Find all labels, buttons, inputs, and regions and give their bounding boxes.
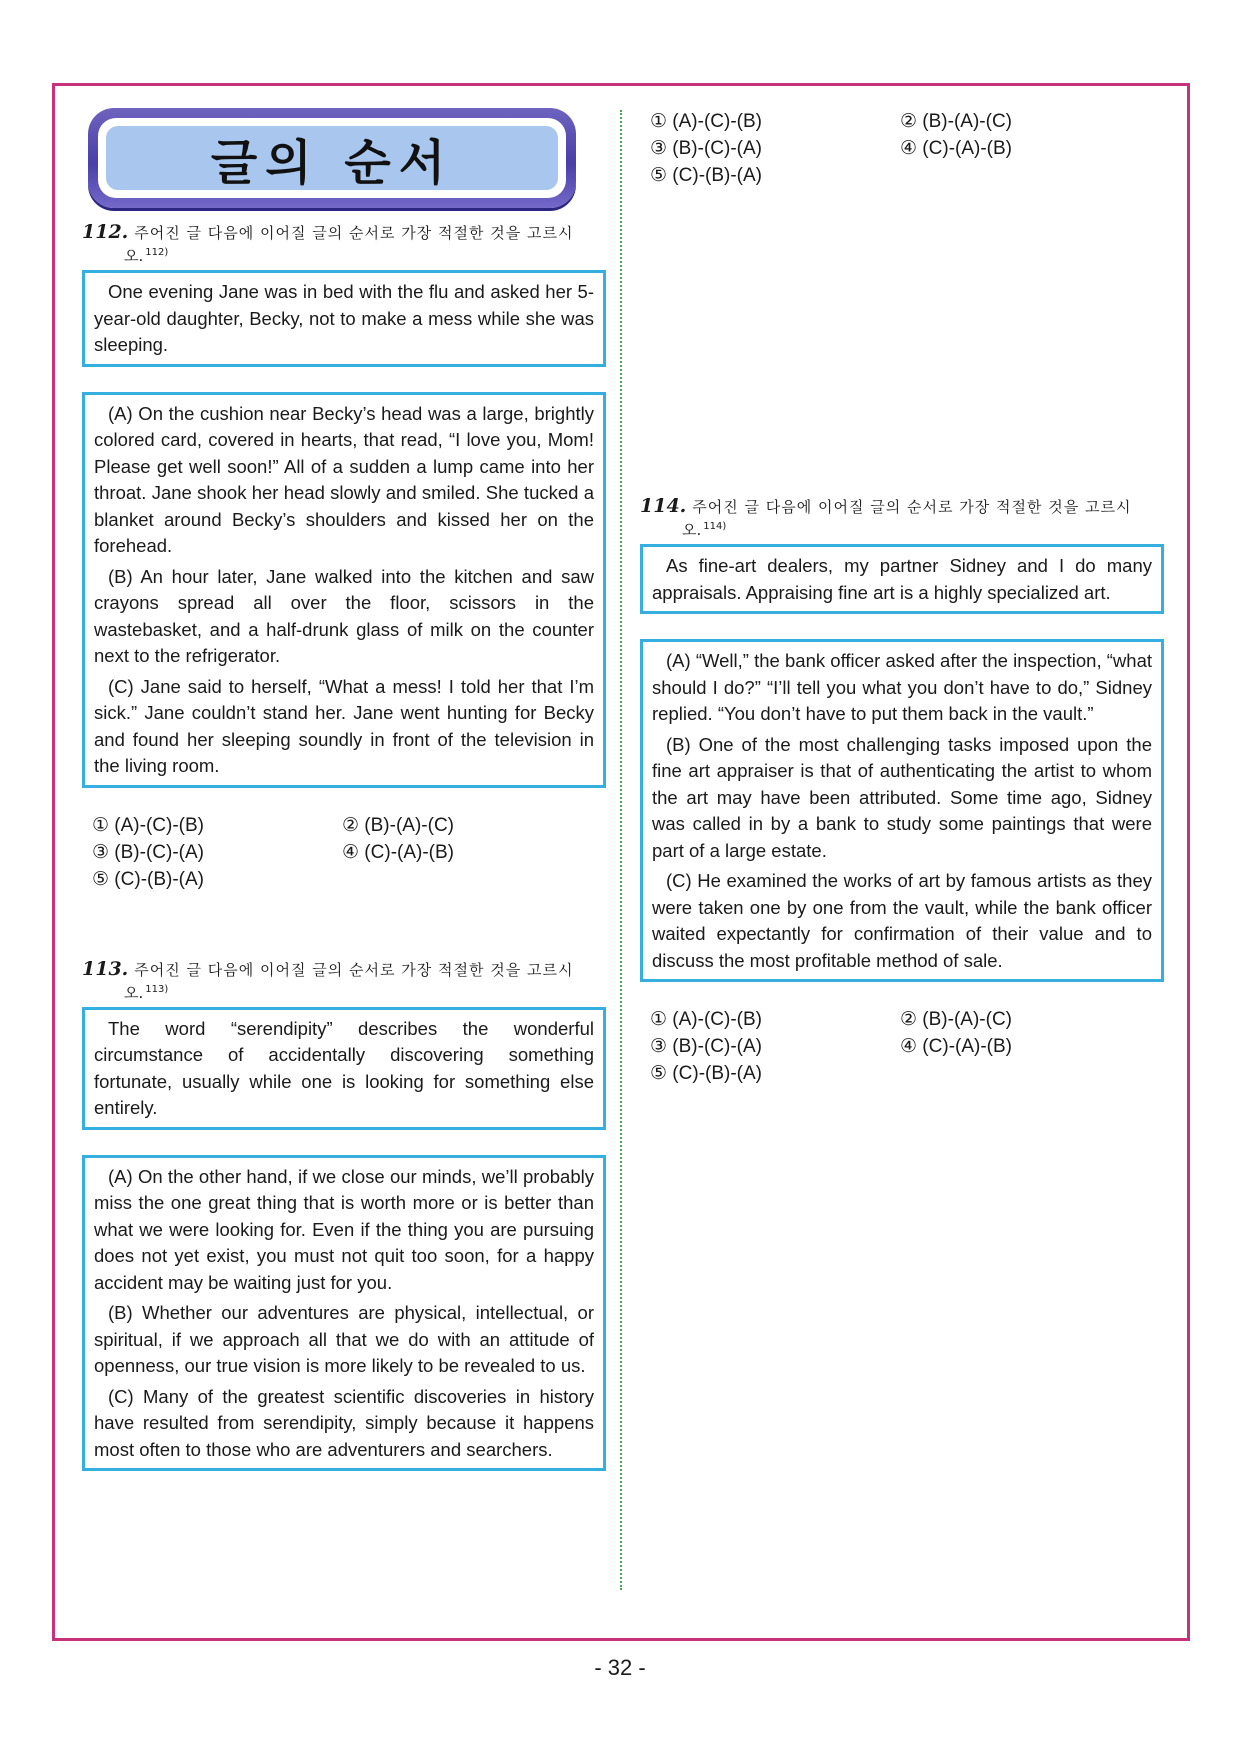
option-5[interactable]: ⑤ (C)-(B)-(A) — [650, 165, 762, 186]
section-title: 글의 순서 — [210, 134, 454, 191]
passage-b: (B) An hour later, Jane walked into the kitchen and saw crayons spread all over the floor, scissors in the wastebasket, and a half-drunk glass of milk on the counter next to the refrigerator. — [94, 565, 594, 666]
footnote-marker: 114) — [703, 521, 727, 532]
question-114-intro-box — [640, 544, 1164, 614]
passage-c: (C) He examined the works of art by famous artists as they were taken one by one from the vault, while the bank officer waited expectantly for confirmation of their value and to discuss the most profitable method of sale. — [652, 870, 1152, 971]
option-4[interactable]: ④ (C)-(A)-(B) — [900, 1036, 1012, 1057]
intro-paragraph: As fine-art dealers, my partner Sidney and I do many appraisals. Appraising fine art is a highly specialized art. — [652, 555, 1152, 603]
question-112-passage-box — [82, 392, 606, 788]
option-1[interactable]: ① (A)-(C)-(B) — [650, 111, 762, 132]
footnote-marker: 112) — [145, 247, 169, 258]
question-113-passage-box — [82, 1155, 606, 1472]
option-2[interactable]: ② (B)-(A)-(C) — [342, 814, 454, 836]
question-112-intro-box — [82, 270, 606, 367]
passage-a: (A) “Well,” the bank officer asked after the inspection, “what should I do?” “I’ll tell you what you don’t have to do,” Sidney replied. “You don’t have to put them back in the vault.” — [652, 650, 1152, 724]
question-instruction: 주어진 글 다음에 이어질 글의 순서로 가장 적절한 것을 고르시 — [134, 224, 574, 242]
footnote-marker: 113) — [145, 983, 169, 995]
passage-a: (A) On the cushion near Becky’s head was a large, brightly colored card, covered in hearts, that read, “I love you, Mom! Please get well soon!” All of a sudden a lump came into her throat. Jane shook her head slowly and smiled. She tucked a blanket around Becky’s shoulders and kissed her on the forehead. — [94, 402, 594, 556]
option-5[interactable]: ⑤ (C)-(B)-(A) — [650, 1063, 762, 1084]
passage-c: (C) Many of the greatest scientific discoveries in history have resulted from serendipity, simply because it happens most often to those who are adventurers and searchers. — [94, 1385, 594, 1460]
question-number: 112. — [82, 221, 129, 243]
question-number: 114. — [640, 495, 687, 517]
question-114-options — [640, 1006, 1164, 1087]
question-instruction: 주어진 글 다음에 이어질 글의 순서로 가장 적절한 것을 고르시 — [692, 498, 1132, 516]
option-4[interactable]: ④ (C)-(A)-(B) — [342, 841, 454, 863]
option-3[interactable]: ③ (B)-(C)-(A) — [650, 1036, 762, 1057]
page-number: - 32 - — [594, 1655, 646, 1680]
question-113-options — [640, 108, 1164, 189]
option-2[interactable]: ② (B)-(A)-(C) — [900, 1009, 1012, 1030]
column-divider — [620, 110, 622, 1590]
option-4[interactable]: ④ (C)-(A)-(B) — [900, 138, 1012, 159]
question-113-header: 113. 주어진 글 다음에 이어질 글의 순서로 가장 적절한 것을 고르시 오. $^{113)}$ — [82, 957, 574, 1002]
intro-paragraph: One evening Jane was in bed with the flu and asked her 5-year-old daughter, Becky, not to make a mess while she was sleeping. — [94, 281, 594, 355]
question-instruction: 주어진 글 다음에 이어질 글의 순서로 가장 적절한 것을 고르시 — [134, 960, 574, 979]
question-113-intro-box — [82, 1007, 606, 1130]
option-3[interactable]: ③ (B)-(C)-(A) — [92, 841, 204, 863]
option-3[interactable]: ③ (B)-(C)-(A) — [650, 138, 762, 159]
option-5[interactable]: ⑤ (C)-(B)-(A) — [92, 868, 204, 890]
passage-c: (C) Jane said to herself, “What a mess! I told her that I’m sick.” Jane couldn’t stand her. Jane went hunting for Becky and found her sleeping soundly in front of the television in the living room. — [94, 675, 594, 776]
question-number: 113. — [82, 957, 129, 980]
right-column — [640, 108, 1164, 1087]
option-2[interactable]: ② (B)-(A)-(C) — [900, 111, 1012, 132]
question-112-header: 112. 주어진 글 다음에 이어질 글의 순서로 가장 적절한 것을 고르시 오. $^{112)}$ — [82, 221, 574, 265]
intro-paragraph: The word “serendipity” describes the wonderful circumstance of accidentally discovering something fortunate, usually while one is looking for something else entirely. — [94, 1017, 594, 1118]
passage-b: (B) Whether our adventures are physical, intellectual, or spiritual, if we approach all that we do with an attitude of openness, our true vision is more likely to be revealed to us. — [94, 1302, 594, 1376]
question-112-options — [82, 812, 606, 893]
option-1[interactable]: ① (A)-(C)-(B) — [92, 814, 204, 836]
left-column — [82, 108, 606, 1471]
passage-a: (A) On the other hand, if we close our minds, we’ll probably miss the one great thing that is worth more or is better than what we were looking for. Even if the thing you are pursuing does not yet exist, you must not quit too soon, for a happy accident may be waiting just for you. — [94, 1165, 594, 1293]
question-114-header: 114. 주어진 글 다음에 이어질 글의 순서로 가장 적절한 것을 고르시 오. $^{114)}$ — [640, 495, 1132, 539]
question-114-passage-box — [640, 639, 1164, 982]
option-1[interactable]: ① (A)-(C)-(B) — [650, 1009, 762, 1030]
passage-b: (B) One of the most challenging tasks imposed upon the fine art appraiser is that of authenticating the artist to whom the art may have been attributed. Some time ago, Sidney was called in by a bank to study some paintings that were part of a large estate. — [652, 733, 1152, 861]
section-title-banner — [88, 108, 576, 208]
